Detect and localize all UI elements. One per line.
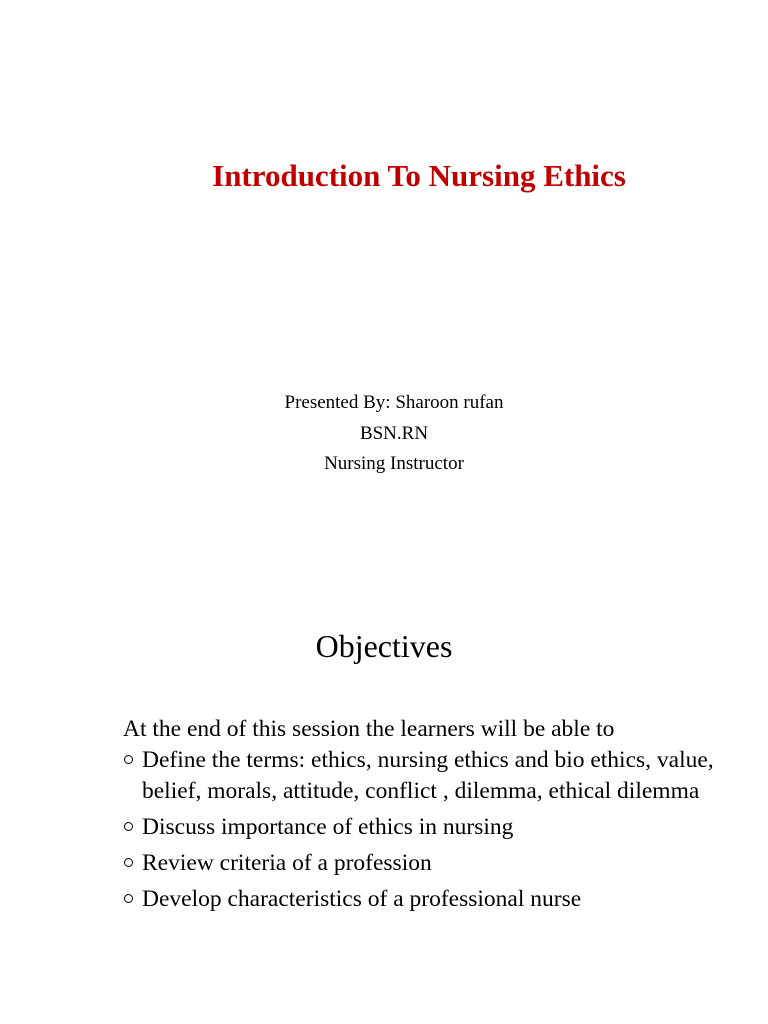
presenter-name: Presented By: Sharoon rufan: [284, 392, 504, 413]
list-item: [123, 812, 723, 843]
objectives-slide: [0, 600, 768, 1024]
list-item: [123, 848, 723, 879]
presenter-credentials: BSN.RN: [359, 422, 429, 444]
list-item-text: Discuss importance of ethics in nursing: [142, 814, 514, 840]
presenter-block: [0, 388, 768, 480]
list-item: [123, 745, 723, 807]
list-item-text: Develop characteristics of a professional nurse: [142, 886, 582, 912]
objectives-heading: Objectives: [315, 628, 453, 664]
hollow-circle-bullet-icon: [124, 822, 133, 831]
objectives-intro: At the end of this session the learners will be able to: [123, 716, 615, 742]
objectives-list: [123, 745, 723, 915]
presentation-title: Introduction To Nursing Ethics: [212, 158, 626, 193]
hollow-circle-bullet-icon: [124, 755, 133, 764]
hollow-circle-bullet-icon: [124, 894, 133, 903]
objectives-body: [123, 714, 723, 915]
list-item: [123, 884, 723, 915]
list-item-text: Define the terms: ethics, nursing ethics and bio ethics, value, belief, morals, attitude, conflict , dilemma, ethical dilemma: [142, 747, 714, 804]
presenter-role: Nursing Instructor: [324, 453, 464, 474]
hollow-circle-bullet-icon: [124, 858, 133, 867]
list-item-text: Review criteria of a profession: [142, 850, 432, 876]
